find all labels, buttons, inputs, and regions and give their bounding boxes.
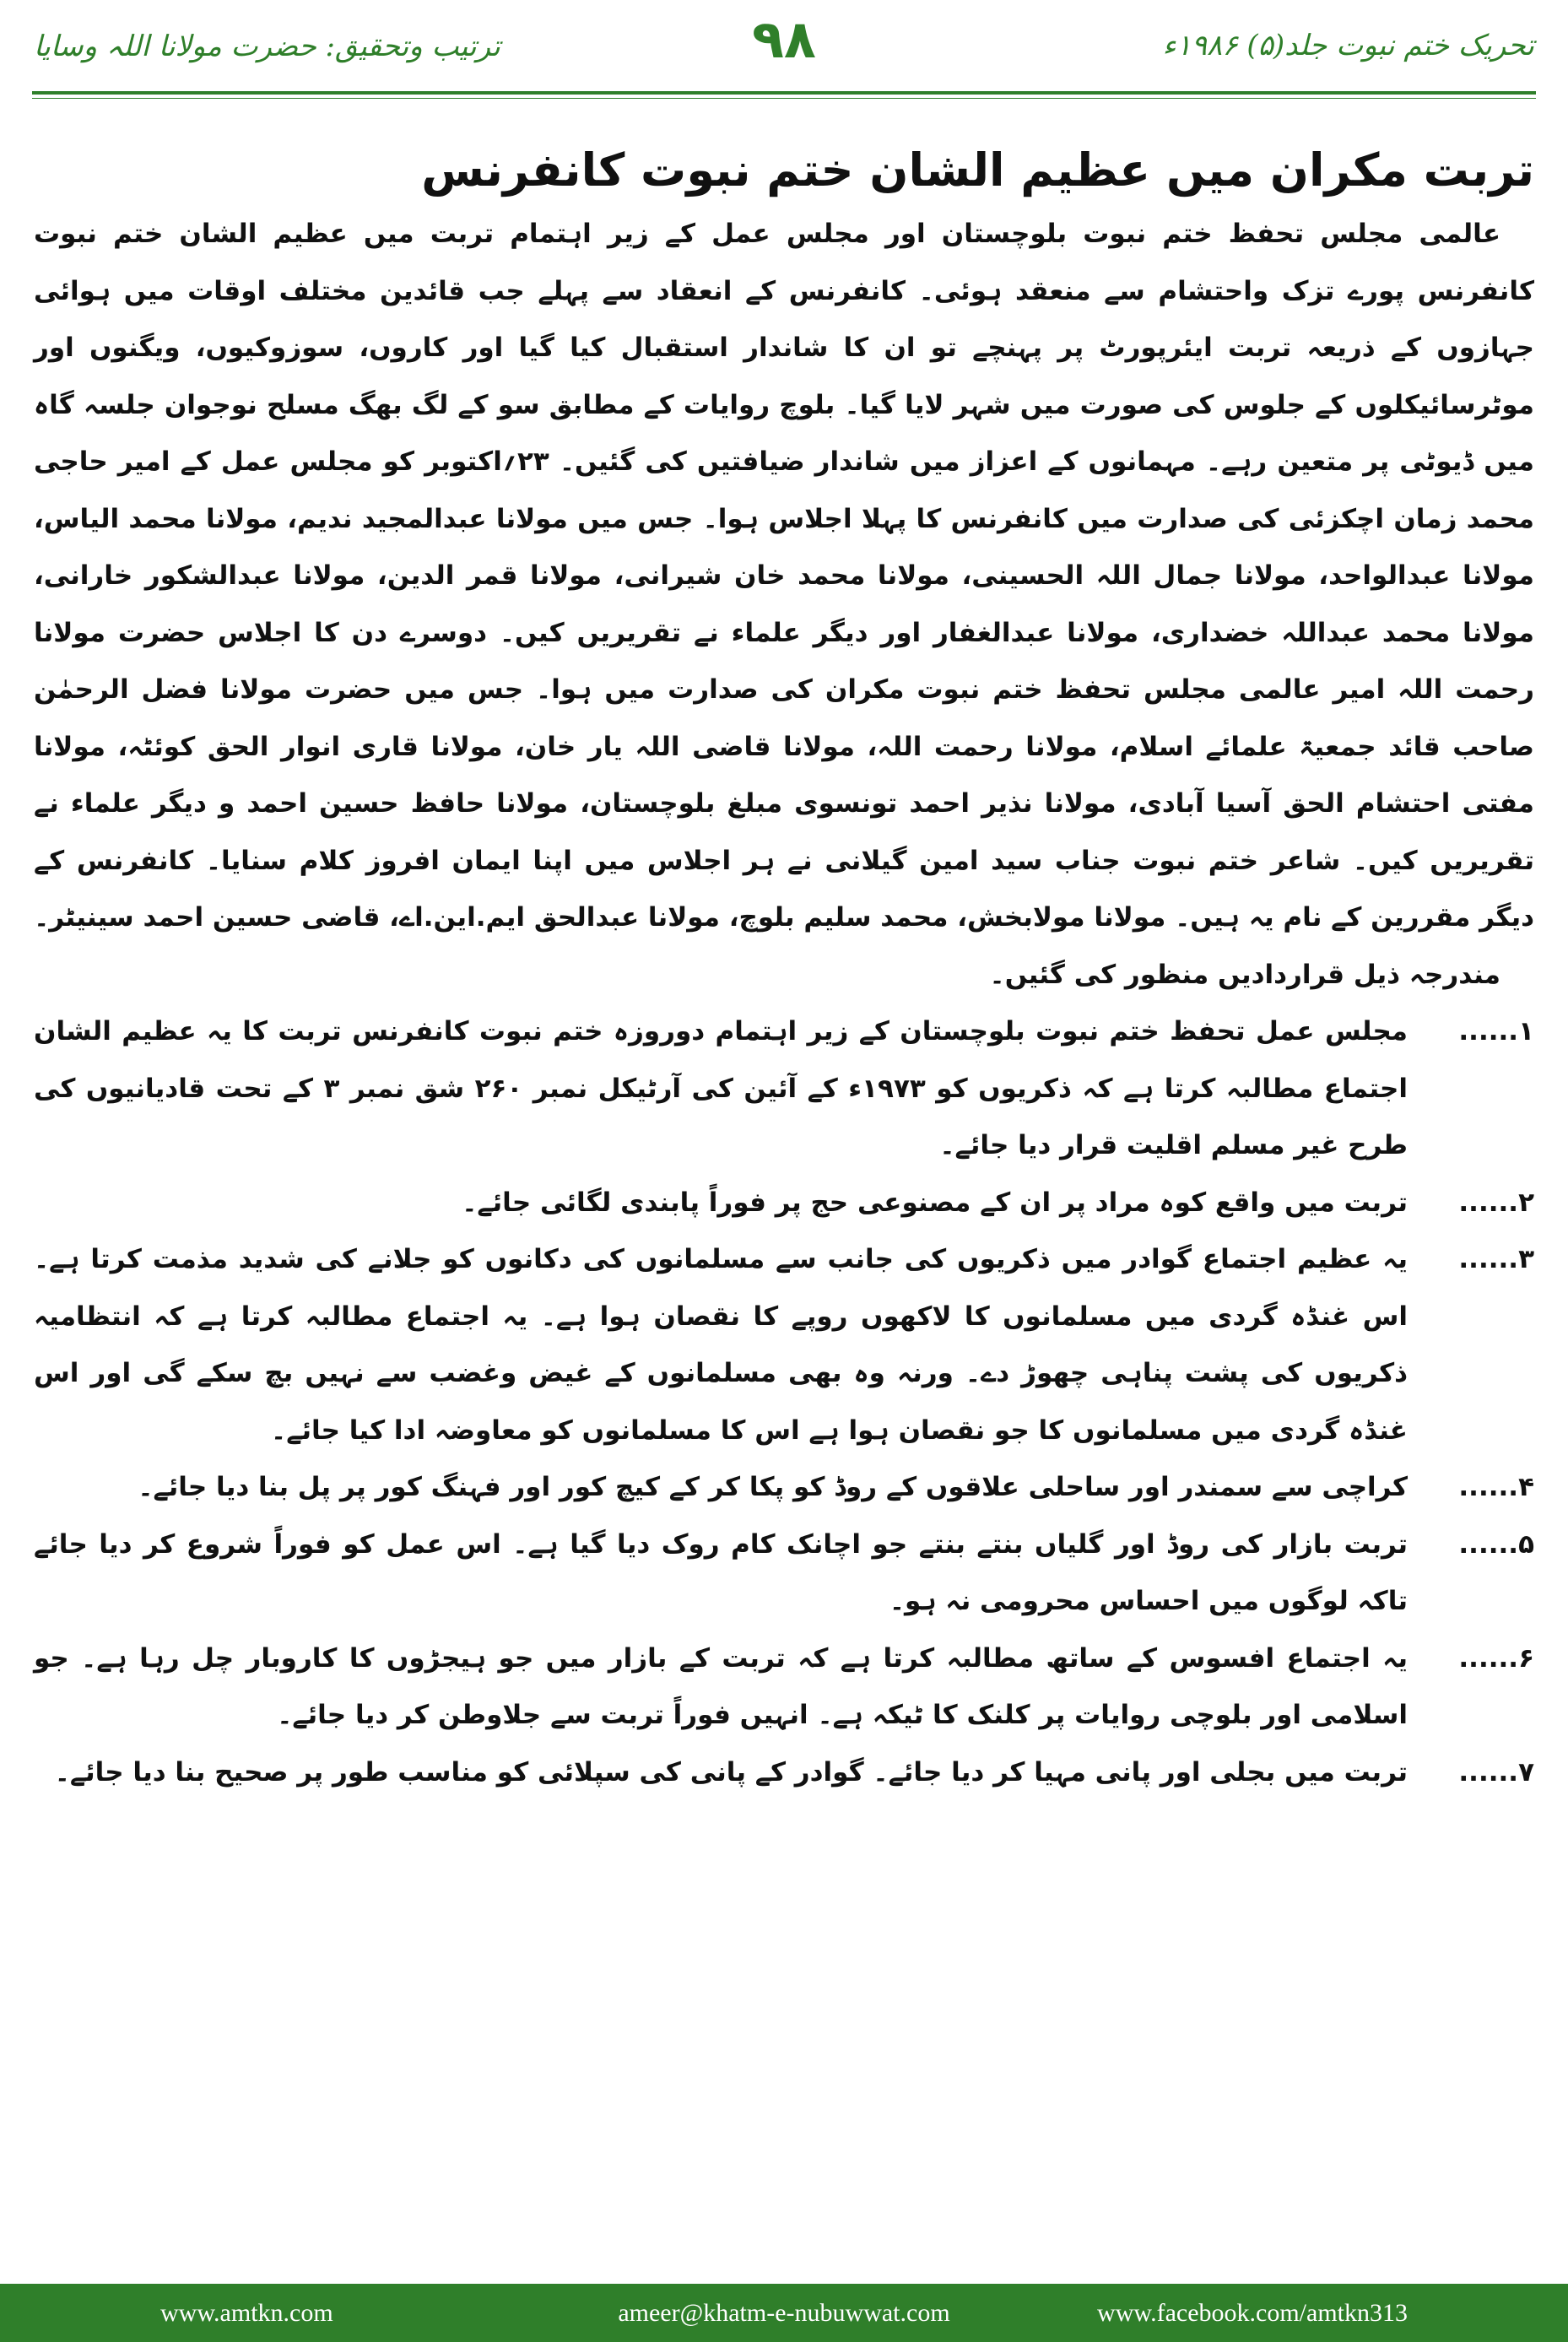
resolution-text: کراچی سے سمندر اور ساحلی علاقوں کے روڈ کو پکا کر کے کیچ کور اور فہنگ کور پر پل بنا دیا جائے۔ xyxy=(138,1472,1408,1502)
book-title: تحریک ختم نبوت جلد(۵) ۱۹۸۶ء xyxy=(1162,29,1534,62)
resolution-text: تربت بازار کی روڈ اور گلیاں بنتے بنتے جو اچانک کام روک دیا گیا ہے۔ اس عمل کو فوراً شروع کر دیا جائے تاکہ لوگوں میں احساس محرومی نہ ہو۔ xyxy=(34,1528,1408,1616)
resolution-number: ۲...... xyxy=(1458,1187,1534,1218)
article-title: تربت مکران میں عظیم الشان ختم نبوت کانفرنس xyxy=(421,143,1534,197)
resolution-number: ۵...... xyxy=(1458,1528,1534,1560)
resolution-number: ۶...... xyxy=(1458,1642,1534,1674)
header-divider xyxy=(32,91,1536,95)
resolutions-list xyxy=(34,1003,1534,1801)
resolution-item xyxy=(34,1517,1534,1631)
resolution-item xyxy=(34,1631,1534,1744)
resolution-number: ۳...... xyxy=(1458,1244,1534,1274)
resolution-text: تربت میں بجلی اور پانی مہیا کر دیا جائے۔ گوادر کے پانی کی سپلائی کو مناسب طور پر صحیح بنا دیا جائے۔ xyxy=(54,1756,1408,1788)
resolution-text: یہ اجتماع افسوس کے ساتھ مطالبہ کرتا ہے کہ تربت کے بازار میں جو ہیجڑوں کا کاروبار چل رہا ہے۔ جو اسلامی اور بلوچی روایات پر کلنک کا ٹیکہ ہے۔ انہیں فوراً تربت سے جلاوطن کر دیا جائے۔ xyxy=(34,1642,1408,1730)
resolution-item xyxy=(34,1231,1534,1459)
resolution-item xyxy=(34,1175,1534,1232)
resolution-number: ۱...... xyxy=(1458,1016,1534,1047)
compiler-credit: ترتیب وتحقیق: حضرت مولانا اللہ وسایا xyxy=(34,30,500,63)
article-body xyxy=(34,127,1534,1801)
resolution-item xyxy=(34,1744,1534,1802)
article-paragraph: عالمی مجلس تحفظ ختم نبوت بلوچستان اور مجلس عمل کے زیر اہتمام تربت میں عظیم الشان ختم نبوت کانفرنس پورے تزک واحتشام سے منعقد ہوئی۔ کانفرنس کے انعقاد سے پہلے جب قائدین مختلف اوقات میں ہوائی جہازوں کے ذریعہ تربت ایئرپورٹ پر پہنچے تو ان کا شاندار استقبال کیا گیا اور کاروں، سوزوکیوں، ویگنوں اور موٹرسائیکلوں کے جلوس کی صورت میں شہر لایا گیا۔ بلوچ روایات کے مطابق سو کے لگ بھگ مسلح نوجوان جلسہ گاہ میں ڈیوٹی پر متعین رہے۔ مہمانوں کے اعزاز میں شاندار ضیافتیں کی گئیں۔ ۲۳؍اکتوبر کو مجلس عمل کے امیر حاجی محمد زمان اچکزئی کی صدارت میں کانفرنس کا پہلا اجلاس ہوا۔ جس میں مولانا عبدالمجید ندیم، مولانا محمد الیاس، مولانا عبدالواحد، مولانا جمال اللہ الحسینی، مولانا محمد خان شیرانی، مولانا قمر الدین، مولانا عبدالشکور خارانی، مولانا محمد عبداللہ خضداری، مولانا عبدالغفار اور دیگر علماء نے تقریریں کیں۔ دوسرے دن کا اجلاس حضرت مولانا رحمت اللہ امیر عالمی مجلس تحفظ ختم نبوت مکران کی صدارت میں ہوا۔ جس میں حضرت مولانا فضل الرحمٰن صاحب قائد جمعیۃ علمائے اسلام، مولانا رحمت اللہ، مولانا قاضی اللہ یار خان، مولانا قاری انوار الحق کوئٹہ، مولانا مفتی احتشام الحق آسیا آبادی، مولانا نذیر احمد تونسوی مبلغ بلوچستان، مولانا حافظ حسین احمد و دیگر علماء نے تقریریں کیں۔ شاعر ختم نبوت جناب سید امین گیلانی نے ہر اجلاس میں اپنا ایمان افروز کلام سنایا۔ کانفرنس کے دیگر مقررین کے نام یہ ہیں۔ مولانا مولابخش، محمد سلیم بلوچ، مولانا عبدالحق ایم.این.اے، قاضی حسین احمد سینیٹر۔ xyxy=(34,219,1534,933)
header-divider-thin xyxy=(32,98,1536,99)
page-header xyxy=(0,0,1568,110)
resolution-text: یہ عظیم اجتماع گوادر میں ذکریوں کی جانب سے مسلمانوں کی دکانوں کو جلانے کی شدید مذمت کرتا ہے۔ اس غنڈہ گردی میں مسلمانوں کا لاکھوں روپے کا نقصان ہوا ہے۔ یہ اجتماع مطالبہ کرتا ہے کہ انتظامیہ ذکریوں کی پشت پناہی چھوڑ دے۔ ورنہ وہ بھی مسلمانوں کے غیض وغضب سے نہیں بچ سکے گی اور اس غنڈہ گردی میں مسلمانوں کا جو نقصان ہوا ہے اس کا مسلمانوں کو معاوضہ ادا کیا جائے۔ xyxy=(34,1244,1408,1446)
website-link[interactable]: www.amtkn.com xyxy=(160,2299,333,2327)
page-number: ۹۸ xyxy=(752,8,816,70)
email-link[interactable]: ameer@khatm-e-nubuwwat.com xyxy=(618,2299,950,2327)
facebook-link[interactable]: www.facebook.com/amtkn313 xyxy=(1097,2299,1408,2327)
resolution-text: مجلس عمل تحفظ ختم نبوت بلوچستان کے زیر اہتمام دوروزہ ختم نبوت کانفرنس تربت کا یہ عظیم الشان اجتماع مطالبہ کرتا ہے کہ ذکریوں کو ۱۹۷۳ء کے آئین کی آرٹیکل نمبر ۲۶۰ شق نمبر ۳ کے تحت قادیانیوں کی طرح غیر مسلم اقلیت قرار دیا جائے۔ xyxy=(34,1016,1408,1160)
resolution-number: ۴...... xyxy=(1458,1472,1534,1502)
resolutions-intro: مندرجہ ذیل قراردادیں منظور کی گئیں۔ xyxy=(989,959,1500,990)
page-footer xyxy=(0,2284,1568,2342)
resolution-number: ۷...... xyxy=(1458,1756,1534,1788)
resolution-item xyxy=(34,1003,1534,1175)
resolution-text: تربت میں واقع کوہ مراد پر ان کے مصنوعی حج پر فوراً پابندی لگائی جائے۔ xyxy=(462,1187,1408,1218)
resolution-item xyxy=(34,1459,1534,1517)
